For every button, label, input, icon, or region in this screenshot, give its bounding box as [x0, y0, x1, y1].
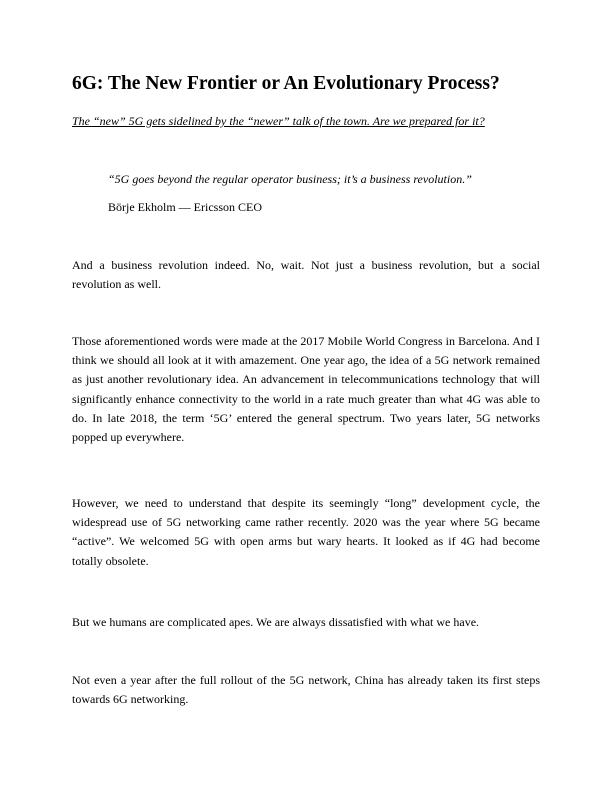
- block-quote: “5G goes beyond the regular operator business; it’s a business revolution.”: [108, 172, 472, 186]
- body-paragraph-5: Not even a year after the full rollout of the 5G network, China has already taken its first steps towards 6G networking.: [72, 673, 540, 707]
- page-title: 6G: The New Frontier or An Evolutionary Process?: [72, 73, 500, 94]
- page-subtitle: The “new” 5G gets sidelined by the “newer” talk of the town. Are we prepared for it?: [72, 114, 485, 128]
- quote-attribution: Börje Ekholm — Ericsson CEO: [108, 200, 262, 214]
- body-paragraph-3: However, we need to understand that despite its seemingly “long” development cycle, the widespread use of 5G networking came rather recently. 2020 was the year where 5G became “active”. We welcomed 5G with open arms but wary hearts. It looked as if 4G had become totally obsolete.: [72, 496, 540, 568]
- body-paragraph-2: Those aforementioned words were made at the 2017 Mobile World Congress in Barcelona. And I think we should all look at it with amazement. One year ago, the idea of a 5G network remained as just another revolutionary idea. An advancement in telecommunications technology that will significantly enhance connectivity to the world in a rate much greater than what 4G was able to do. In late 2018, the term ‘5G’ entered the general spectrum. Two years later, 5G networks popped up everywhere.: [72, 334, 540, 445]
- body-paragraph-4: But we humans are complicated apes. We are always dissatisfied with what we have.: [72, 615, 480, 629]
- body-paragraph-1: And a business revolution indeed. No, wait. Not just a business revolution, but a social revolution as well.: [72, 258, 540, 292]
